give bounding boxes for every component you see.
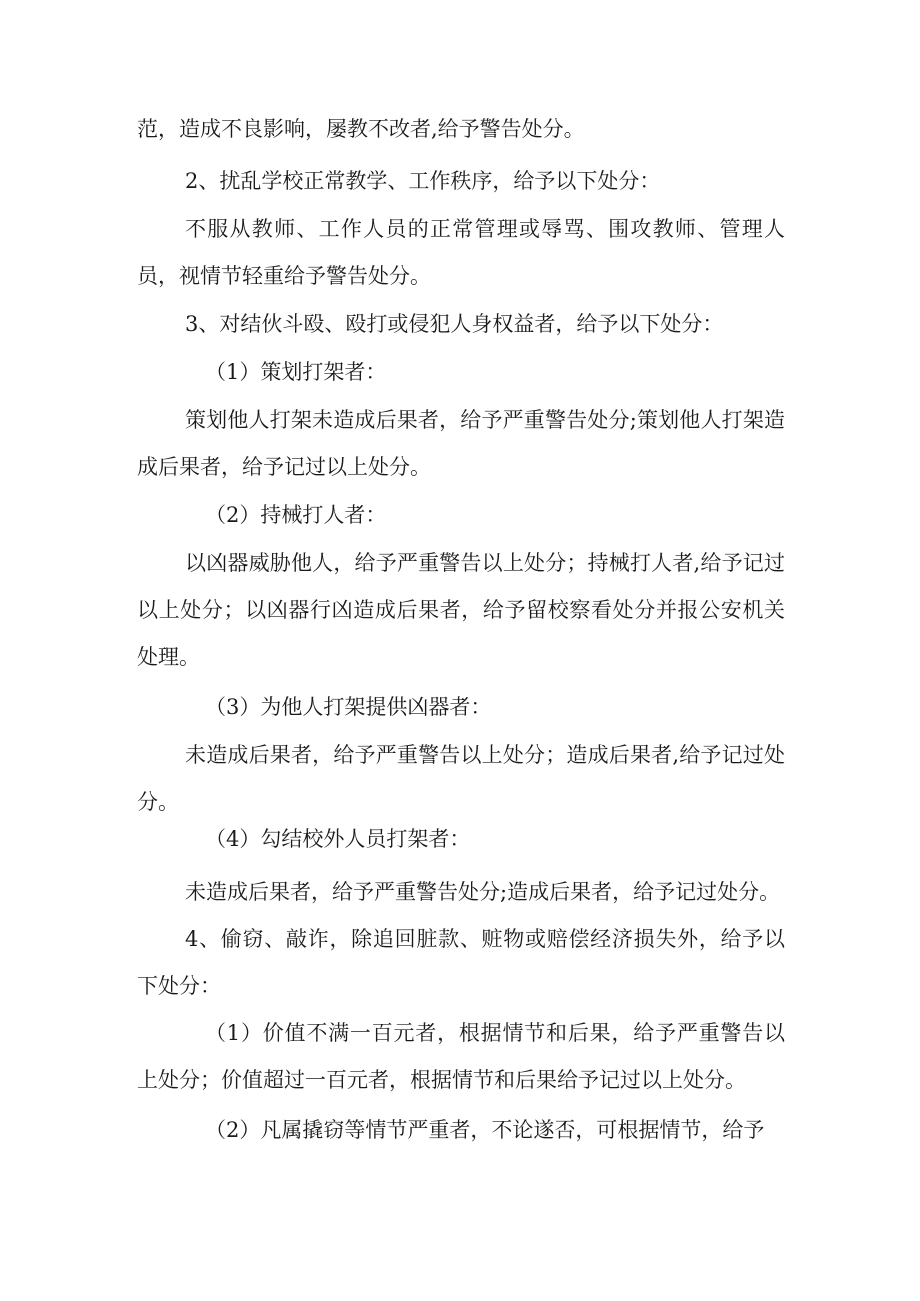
rule-2-body: 不服从教师、工作人员的正常管理或辱骂、围攻教师、管理人员，视情节轻重给予警告处分。 <box>137 217 785 288</box>
rule-3-4-body: 未造成后果者，给予严重警告处分;造成后果者，给予记过处分。 <box>185 880 781 904</box>
rule-3-3-heading: （3）为他人打架提供凶器者： <box>205 695 492 719</box>
rule-3-1-body: 策划他人打架未造成后果者，给予严重警告处分;策划他人打架造成后果者，给予记过以上处分。 <box>137 408 785 479</box>
rule-4-heading: 4、偷窃、敲诈，除追回脏款、赃物或赔偿经济损失外，给予以下处分： <box>137 927 785 998</box>
rule-4-1-body: （1）价值不满一百元者，根据情节和后果，给予严重警告以上处分；价值超过一百元者，根据情节和后果给予记过以上处分。 <box>137 1021 785 1092</box>
rule-3-4-heading: （4）勾结校外人员打架者： <box>205 827 471 851</box>
rule-3-2-body: 以凶器威胁他人，给予严重警告以上处分；持械打人者,给予记过以上处分；以凶器行凶造成后果者，给予留校察看处分并报公安机关处理。 <box>137 551 785 669</box>
rule-3-3-body: 未造成后果者，给予严重警告以上处分；造成后果者,给予记过处分。 <box>137 743 785 814</box>
rule-4-2-body: （2）凡属撬窃等情节严重者，不论遂否，可根据情节，给予 <box>205 1118 765 1142</box>
rule-3-1-heading: （1）策划打架者： <box>205 360 387 384</box>
rule-3-heading: 3、对结伙斗殴、殴打或侵犯人身权益者，给予以下处分： <box>185 312 724 336</box>
rule-2-heading: 2、扰乱学校正常教学、工作秩序，给予以下处分： <box>185 169 661 193</box>
paragraph-continuation: 范，造成不良影响，屡教不改者,给予警告处分。 <box>137 117 585 141</box>
rule-3-2-heading: （2）持械打人者： <box>205 503 387 527</box>
